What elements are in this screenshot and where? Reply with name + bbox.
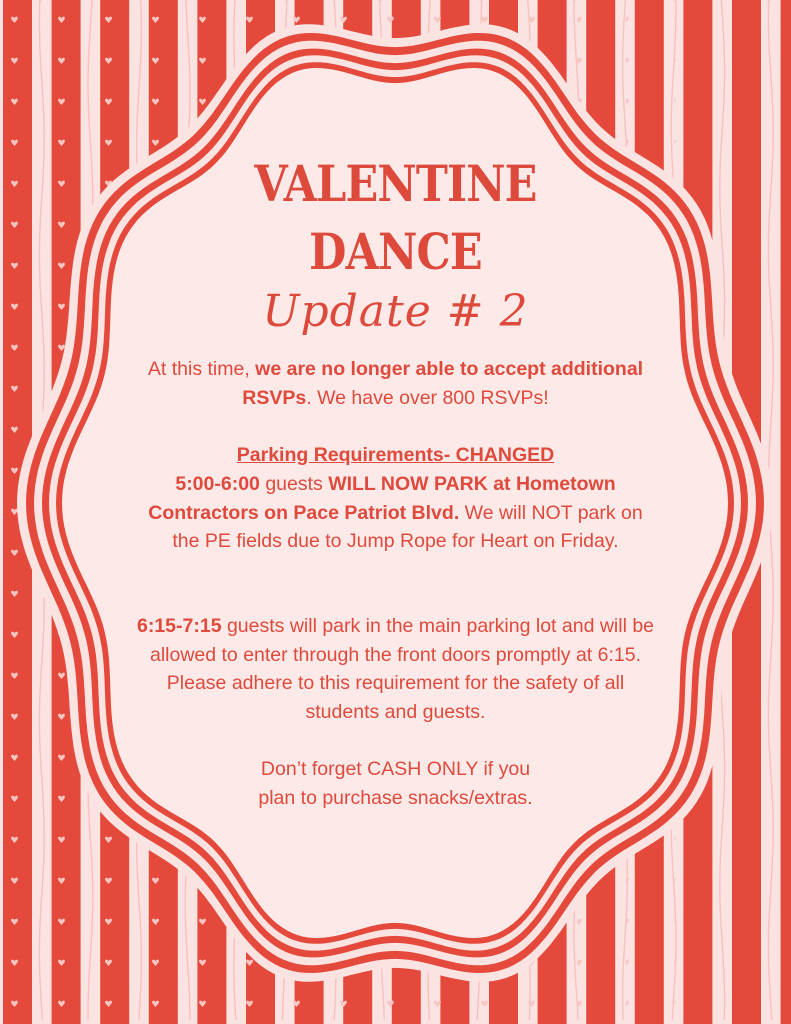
rsvp-intro: At this time, (147, 358, 256, 380)
late-time: 6:15-7:15 (136, 615, 222, 637)
early-guests: guests (259, 473, 329, 495)
cash-reminder (135, 755, 656, 812)
early-note: We will NOT park on the PE fields due to Jump Rope for Heart on Friday. (172, 501, 643, 552)
rsvp-count: . We have over 800 RSVPs! (306, 386, 549, 409)
early-parking-paragraph (135, 470, 656, 556)
update-subtitle: Update # 2 (262, 286, 529, 337)
title-dance: DANCE (309, 222, 482, 281)
cash-line-1: Don’t forget CASH ONLY if you (260, 758, 531, 780)
early-location-bold: WILL NOW PARK at Hometown Contractors on Pace Patriot Blvd. (148, 473, 616, 524)
parking-heading: Parking Requirements- CHANGED (236, 444, 555, 466)
late-text: guests will park in the main parking lot and will be allowed to enter through the front doors promptly at 6:15. Please adhere to this requirement for the safety of all students and guests. (149, 615, 655, 723)
rsvp-notice (135, 355, 656, 412)
early-time: 5:00-6:00 (175, 473, 260, 495)
cash-line-2: plan to purchase snacks/extras. (258, 786, 533, 809)
title-valentine: VALENTINE (254, 154, 537, 213)
late-parking-paragraph (135, 612, 656, 726)
rsvp-closed-bold: we are no longer able to accept additional RSVPs (242, 358, 644, 409)
